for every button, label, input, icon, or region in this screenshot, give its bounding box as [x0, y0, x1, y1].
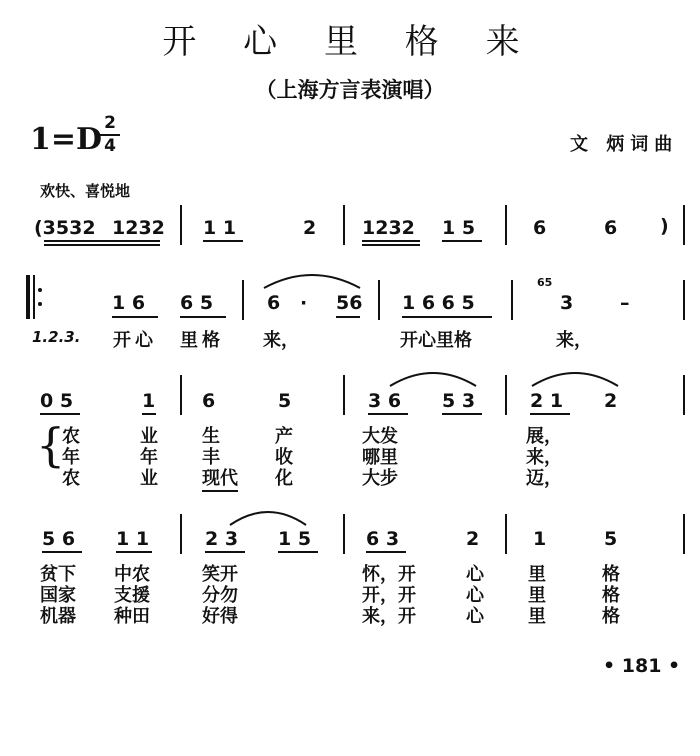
repeat-bar-thin	[33, 275, 35, 319]
note-group: (3532	[34, 217, 96, 239]
lyric: 农	[62, 468, 80, 489]
lyric: 机器	[40, 606, 76, 627]
note-group: 6 5	[180, 292, 214, 314]
bar-line	[505, 514, 507, 554]
lyric: 业	[140, 426, 158, 447]
bar-line	[180, 375, 182, 415]
note: 3	[560, 292, 574, 314]
bar-line	[683, 205, 685, 245]
underline	[116, 551, 152, 553]
lyric: 哪里	[362, 447, 398, 468]
lyric: 现代	[202, 464, 238, 492]
tempo-marking: 欢快、喜悦地	[40, 182, 131, 200]
underline	[442, 413, 482, 415]
slur	[228, 505, 308, 527]
note-group: 3 6	[368, 390, 402, 412]
lyric: 支援	[114, 585, 150, 606]
bar-line	[683, 375, 685, 415]
note: 2	[466, 528, 480, 550]
underline	[402, 316, 492, 318]
bar-line	[511, 280, 513, 320]
lyric: 迈，	[526, 468, 562, 489]
bar-line	[378, 280, 380, 320]
underline	[205, 551, 245, 553]
note: 1	[142, 390, 156, 412]
note: 5	[604, 528, 618, 550]
note-group: 56	[336, 292, 363, 314]
underline	[42, 551, 82, 553]
lyric: 收	[275, 447, 293, 468]
note-group: 6 3	[366, 528, 400, 550]
page-number: • 181 •	[603, 655, 681, 677]
lyric: 丰	[202, 447, 220, 468]
underline	[44, 240, 160, 242]
bar-line	[180, 205, 182, 245]
note: 6	[267, 292, 281, 314]
bar-line	[505, 375, 507, 415]
lyric: 心	[466, 564, 484, 585]
underline	[278, 551, 318, 553]
underline	[368, 413, 408, 415]
underline	[336, 316, 360, 318]
note-group: 1 6 6 5	[402, 292, 475, 314]
note: 6	[533, 217, 547, 239]
song-subtitle: （上海方言表演唱）	[255, 78, 445, 102]
note-group: 2 3	[205, 528, 239, 550]
lyric: 好得	[202, 606, 238, 627]
note: 1	[533, 528, 547, 550]
meter-bottom: 4	[104, 136, 116, 156]
note: 2	[303, 217, 317, 239]
lyric: 来，	[556, 330, 592, 351]
lyric: 里格	[180, 330, 224, 351]
lyric: 分勿	[202, 585, 238, 606]
lyric: 中农	[114, 564, 150, 585]
underline	[40, 413, 80, 415]
lyric: 大发	[362, 426, 398, 447]
bar-line	[180, 514, 182, 554]
key-signature: 1=D	[30, 122, 103, 157]
repeat-dot	[38, 302, 42, 306]
note-group: 5 6	[42, 528, 76, 550]
lyric: 格	[602, 585, 620, 606]
lyric: 笑开	[202, 564, 238, 585]
lyric: 里	[528, 585, 546, 606]
repeat-dot	[38, 288, 42, 292]
underline	[362, 244, 420, 246]
underline	[366, 551, 406, 553]
slur	[388, 366, 478, 388]
close-paren: )	[660, 215, 669, 237]
underline	[180, 316, 226, 318]
author-credit: 文 炳词曲	[570, 134, 679, 155]
underline	[442, 240, 482, 242]
underline	[203, 240, 243, 242]
lyric: 业	[140, 468, 158, 489]
repeat-bar-thick	[26, 275, 30, 319]
bar-line	[683, 280, 685, 320]
underline	[362, 240, 420, 242]
lyric: 开，开	[362, 585, 416, 606]
lyric: 农	[62, 426, 80, 447]
note: 6	[202, 390, 216, 412]
slur	[262, 268, 362, 290]
lyric: 格	[602, 564, 620, 585]
lyric: 格	[602, 606, 620, 627]
lyric: 开心	[113, 330, 157, 351]
lyric: 年	[140, 447, 158, 468]
song-title: 开 心 里 格 来	[162, 22, 538, 62]
note-group: 1232	[362, 217, 415, 239]
lyric: 大步	[362, 468, 398, 489]
note-group: 1232	[112, 217, 165, 239]
underline	[112, 316, 158, 318]
lyric: 种田	[114, 606, 150, 627]
lyric: 来，	[263, 330, 299, 351]
lyric: 年	[62, 447, 80, 468]
note-group: 1 5	[442, 217, 476, 239]
hold-dash: –	[620, 292, 630, 314]
verse-number: 1.2.3.	[32, 328, 81, 346]
verse-brace: {	[36, 418, 66, 472]
dot-extension: ·	[300, 292, 308, 314]
lyric: 产	[275, 426, 293, 447]
lyric: 心	[466, 585, 484, 606]
bar-line	[242, 280, 244, 320]
meter-top: 2	[104, 113, 116, 133]
note-group: 1 1	[203, 217, 237, 239]
grace-notes: 65	[537, 276, 553, 289]
bar-line	[343, 514, 345, 554]
lyric: 来，开	[362, 606, 416, 627]
bar-line	[343, 205, 345, 245]
note: 2	[604, 390, 618, 412]
note-group: 1 6	[112, 292, 146, 314]
lyric: 怀，开	[362, 564, 416, 585]
lyric: 里	[528, 606, 546, 627]
lyric: 里	[528, 564, 546, 585]
lyric: 开心里格	[400, 330, 472, 351]
note-group: 1 5	[278, 528, 312, 550]
lyric: 展，	[526, 426, 562, 447]
note-group: 5 3	[442, 390, 476, 412]
lyric: 化	[275, 468, 293, 489]
lyric: 来，	[526, 447, 562, 468]
note: 6	[604, 217, 618, 239]
slur	[530, 366, 620, 388]
note-group: 1 1	[116, 528, 150, 550]
note-group: 2 1	[530, 390, 564, 412]
underline	[530, 413, 570, 415]
time-signature	[100, 114, 120, 156]
lyric: 心	[466, 606, 484, 627]
lyric: 贫下	[40, 564, 76, 585]
underline	[142, 413, 156, 415]
note-group: 0 5	[40, 390, 74, 412]
lyric: 国家	[40, 585, 76, 606]
note: 5	[278, 390, 292, 412]
lyric: 生	[202, 426, 220, 447]
bar-line	[683, 514, 685, 554]
bar-line	[343, 375, 345, 415]
bar-line	[505, 205, 507, 245]
underline	[44, 244, 160, 246]
